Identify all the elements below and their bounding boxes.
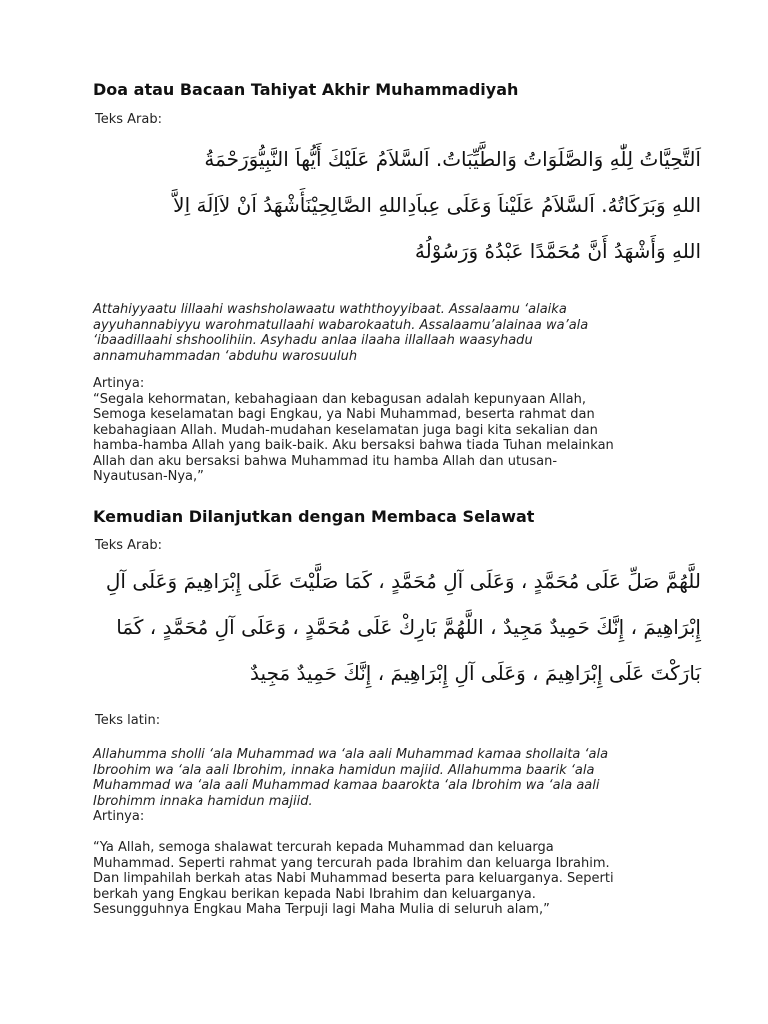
section2-translation-label <box>93 809 708 825</box>
section1-title: Doa atau Bacaan Tahiyat Akhir Muhammadiyah <box>93 80 519 99</box>
section2-title: Kemudian Dilanjutkan dengan Membaca Selawat <box>93 507 535 526</box>
section2-translation <box>93 840 708 918</box>
latin-line: Ibrohimm innaka hamidun majiid. <box>93 793 313 809</box>
translation-line: “Ya Allah, semoga shalawat tercurah kepada Muhammad dan keluarga <box>93 840 554 855</box>
translation-label: Artinya: <box>93 809 145 824</box>
section1-translation <box>93 376 708 485</box>
translation-line: Nyautusan-Nya,” <box>93 469 204 484</box>
section1-arabic-text <box>93 136 701 274</box>
arabic-line: للَّهُمَّ صَلِّ عَلَى مُحَمَّدٍ ، وَعَلَى آلِ مُحَمَّدٍ ، كَمَا صَلَّيْتَ عَلَى إِبْرَاهِيمَ وَعَلَى آلِ <box>105 569 701 593</box>
arabic-line: بَارَكْتَ عَلَى إِبْرَاهِيمَ ، وَعَلَى آلِ إِبْرَاهِيمَ ، إِنَّكَ حَمِيدٌ مَجِيدٌ <box>250 661 701 685</box>
latin-line: Allahumma sholli ‘ala Muhammad wa ‘ala aali Muhammad kamaa shollaita ‘ala <box>93 747 609 762</box>
translation-line: berkah yang Engkau berikan kepada Nabi Ibrahim dan keluarganya. <box>93 886 536 902</box>
translation-label: Artinya: <box>93 376 145 391</box>
section1-latin-text <box>93 302 708 364</box>
translation-line: Dan limpahilah berkah atas Nabi Muhammad beserta para keluarganya. Seperti <box>93 871 614 886</box>
section1-arabic-label: Teks Arab: <box>95 112 162 127</box>
latin-line: ayyuhannabiyyu warohmatullaahi wabarokaatuh. Assalaamu’alainaa wa’ala <box>93 317 589 333</box>
translation-line: Muhammad. Seperti rahmat yang tercurah pada Ibrahim dan keluarga Ibrahim. <box>93 855 610 871</box>
arabic-line: إِبْرَاهِيمَ ، إِنَّكَ حَمِيدٌ مَجِيدٌ ، اللَّهُمَّ بَارِكْ عَلَى مُحَمَّدٍ ، وَعَلَى آلِ مُحَمَّدٍ ، كَمَا <box>116 615 701 639</box>
translation-line: Sesungguhnya Engkau Maha Terpuji lagi Maha Mulia di seluruh alam,” <box>93 902 550 917</box>
latin-line: annamuhammadan ‘abduhu warosuuluh <box>93 348 358 364</box>
translation-line: hamba-hamba Allah yang baik-baik. Aku bersaksi bahwa tiada Tuhan melainkan <box>93 438 614 453</box>
arabic-line: اَلتَّحِيَّاتُ لِلّٰهِ وَالصَّلَوَاتُ وَالطَّيِّبَاتُ. اَلسَّلاَمُ عَلَيْكَ أَيُّهاَ النَّبِيُّوَرَحْمَةُ <box>204 147 701 171</box>
latin-line: Attahiyyaatu lillaahi washsholawaatu waththoyyibaat. Assalaamu ‘alaika <box>93 302 567 317</box>
arabic-line: اللهِ وَأَشْهَدُ أَنَّ مُحَمَّدًا عَبْدُهُ وَرَسُوْلُهُ <box>414 239 701 263</box>
arabic-line: اللهِ وَبَرَكَاتُهُ. اَلسَّلاَمُ عَلَيْناَ وَعَلَى عِباَدِاللهِ الصَّالِحِيْنَأَشْهَدُ اَنْ لاَاِلَهَ اِلاَّ <box>173 193 701 217</box>
translation-line: kebahagiaan Allah. Mudah-mudahan keselamatan juga bagi kita sekalian dan <box>93 422 598 438</box>
translation-line: Semoga keselamatan bagi Engkau, ya Nabi Muhammad, beserta rahmat dan <box>93 407 595 422</box>
section2-latin-label: Teks latin: <box>95 713 161 728</box>
translation-line: Allah dan aku bersaksi bahwa Muhammad itu hamba Allah dan utusan- <box>93 453 558 469</box>
latin-line: Ibroohim wa ‘ala aali Ibrohim, innaka hamidun majiid. Allahumma baarik ‘ala <box>93 762 595 778</box>
section2-latin-text <box>93 747 708 809</box>
section2-arabic-label: Teks Arab: <box>95 538 162 553</box>
translation-line: “Segala kehormatan, kebahagiaan dan kebagusan adalah kepunyaan Allah, <box>93 391 586 407</box>
section2-arabic-text <box>93 558 701 696</box>
latin-line: Muhammad wa ‘ala aali Muhammad kamaa baarokta ‘ala Ibrohim wa ‘ala aali <box>93 778 600 793</box>
latin-line: ‘ibaadillaahi shshoolihiin. Asyhadu anlaa ilaaha illallaah waasyhadu <box>93 333 533 348</box>
